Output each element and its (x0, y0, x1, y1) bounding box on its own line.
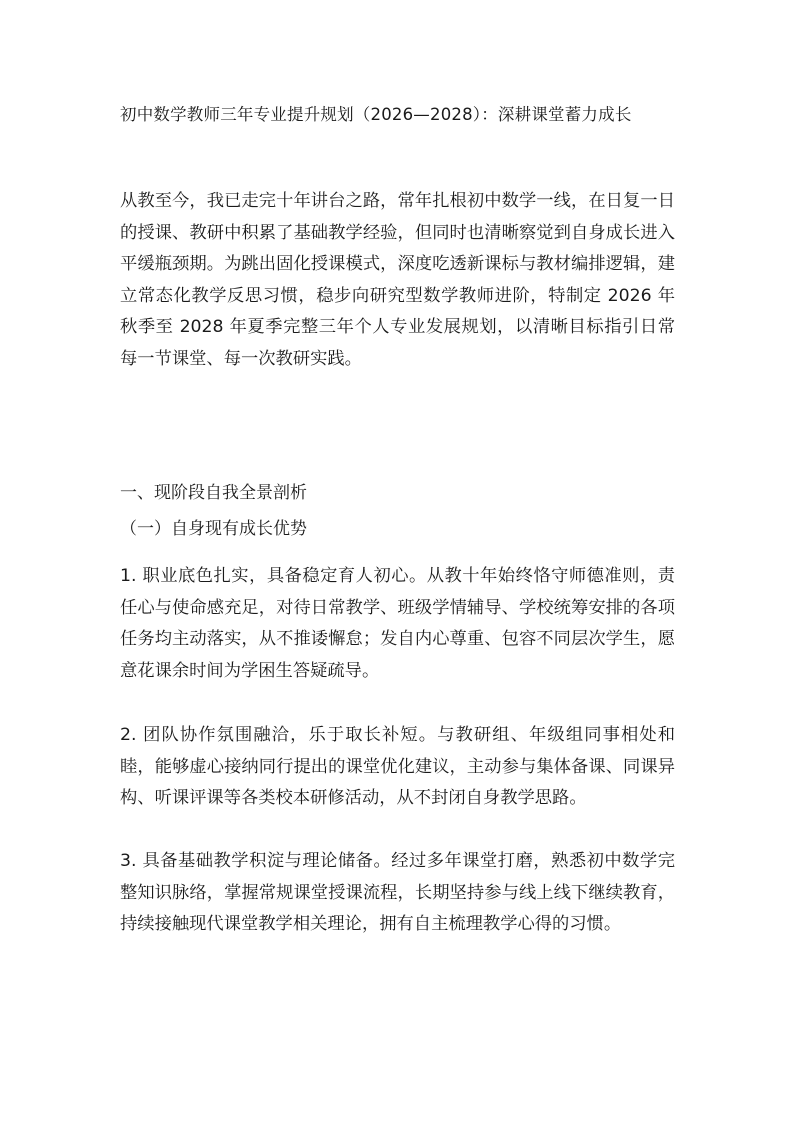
section-heading: 一、现阶段自我全景剖析 (120, 483, 307, 503)
list-item-2: 2. 团队协作氛围融洽，乐于取长补短。与教研组、年级组同事相处和睦，能够虚心接纳同行提出的课堂优化建议，主动参与集体备课、同课异构、听课评课等各类校本研修活动，从不封闭自身教学思路。 (120, 725, 675, 808)
list-item-1: 1. 职业底色扎实，具备稳定育人初心。从教十年始终恪守师德准则，责任心与使命感充足，对待日常教学、班级学情辅导、学校统筹安排的各项任务均主动落实，从不推诿懈怠；发自内心尊重、包容不同层次学生，愿意花课余时间为学困生答疑疏导。 (120, 566, 675, 681)
list-item-3: 3. 具备基础教学积淀与理论储备。经过多年课堂打磨，熟悉初中数学完整知识脉络，掌握常规课堂授课流程，长期坚持参与线上线下继续教育，持续接触现代课堂教学相关理论，拥有自主梳理教学心得的习惯。 (120, 851, 675, 934)
document-title: 初中数学教师三年专业提升规划（2026—2028）：深耕课堂蓄力成长 (120, 105, 632, 124)
intro-paragraph: 从教至今，我已走完十年讲台之路，常年扎根初中数学一线，在日复一日的授课、教研中积累了基础教学经验，但同时也清晰察觉到自身成长进入平缓瓶颈期。为跳出固化授课模式，深度吃透新课标与教材编排逻辑，建立常态化教学反思习惯，稳步向研究型数学教师进阶，特制定 2026 年秋季至 2028 年夏季完整三年个人专业发展规划，以清晰目标指引日常每一节课堂、每一次教研实践。 (120, 191, 675, 369)
subsection-heading: （一）自身现有成长优势 (120, 519, 307, 539)
